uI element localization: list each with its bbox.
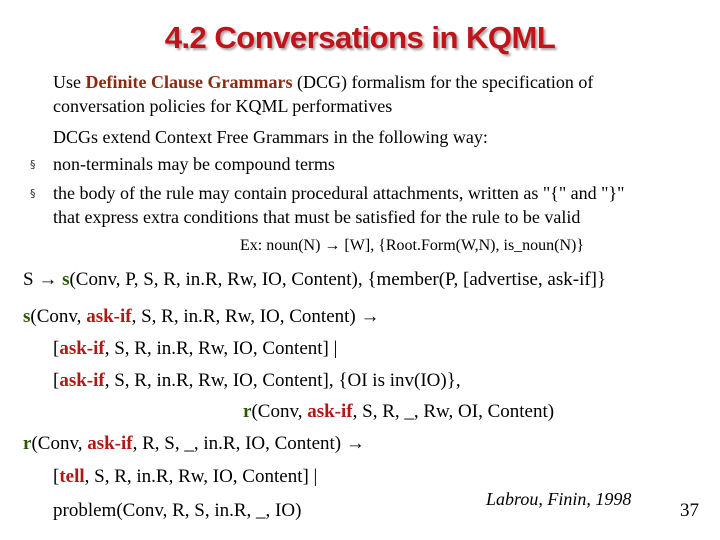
bullet-2-text-line-2: that express extra conditions that must be satisfied for the rule to be valid [53,207,581,227]
rule-3: [ask-if, S, R, in.R, Rw, IO, Content] | [53,338,338,359]
rule-8: problem(Conv, R, S, in.R, _, IO) [53,500,302,521]
functor-r: r [23,433,32,454]
rule-1: S → s(Conv, P, S, R, in.R, Rw, IO, Content), {member(P, [advertise, ask-if]} [23,269,607,290]
tell-term: tell [59,466,85,487]
functor-s: s [62,269,70,290]
bullet-icon: § [30,158,36,171]
rule-6: r(Conv, ask-if, R, S, _, in.R, IO, Content) → [23,433,365,454]
bullet-1-text: non-terminals may be compound terms [53,154,335,174]
ask-if-term: ask-if [86,306,132,327]
bullet-icon: § [30,187,36,200]
citation: Labrou, Finin, 1998 [486,489,632,509]
dcg-term: Definite Clause Grammars [85,72,293,92]
page-number: 37 [680,500,699,521]
ask-if-term: ask-if [59,370,105,391]
example-line: Ex: noun(N) → [W], {Root.Form(W,N), is_noun(N)} [240,237,585,254]
functor-r: r [243,401,252,422]
rule-7: [tell, S, R, in.R, Rw, IO, Content] | [53,466,318,487]
ask-if-term: ask-if [59,338,105,359]
bullet-2-text-line-1: the body of the rule may contain procedural attachments, written as "{" and "}" [53,183,625,203]
rule-2: s(Conv, ask-if, S, R, in.R, Rw, IO, Content) → [23,306,380,327]
intro-line-3: DCGs extend Context Free Grammars in the following way: [53,127,488,147]
intro-line-1: Use Definite Clause Grammars (DCG) formalism for the specification of [53,72,594,92]
functor-s: s [23,306,31,327]
slide-title: 4.2 Conversations in KQML [164,20,556,55]
rule-4: [ask-if, S, R, in.R, Rw, IO, Content], {OI is inv(IO)}, [53,370,461,391]
intro-line-2: conversation policies for KQML performatives [53,96,393,116]
ask-if-term: ask-if [307,401,353,422]
rule-5: r(Conv, ask-if, S, R, _, Rw, OI, Content) [243,401,555,422]
ask-if-term: ask-if [87,433,133,454]
